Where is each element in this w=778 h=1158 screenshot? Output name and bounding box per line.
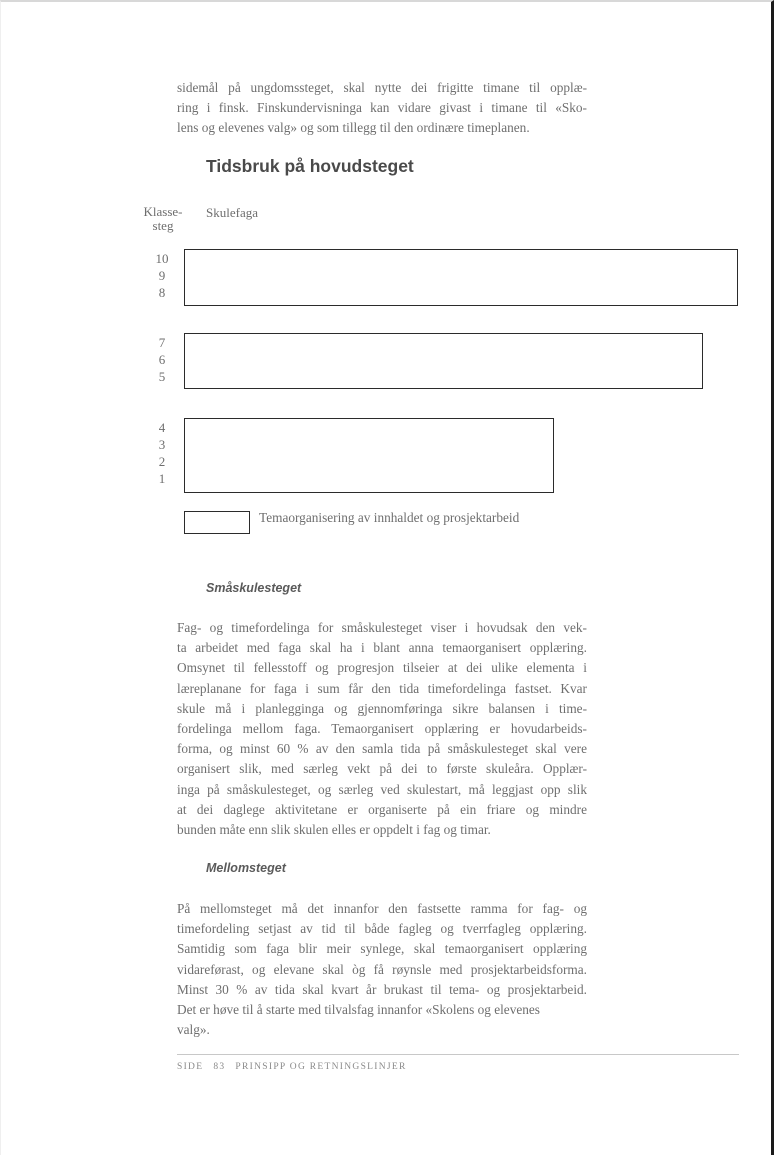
page-footer	[177, 1062, 417, 1072]
klassesteg-label-line: Klasse-	[143, 204, 183, 219]
grade-number: 1	[158, 471, 166, 486]
intro-paragraph	[177, 78, 587, 139]
bar-upper	[184, 249, 738, 306]
text-line: ta arbeidet med faga skal ha i blant anna temaorganisert opplæring.	[177, 640, 587, 656]
grade-number: 10	[155, 251, 169, 266]
grade-number: 9	[158, 268, 166, 283]
grade-group-upper	[150, 250, 174, 301]
subheading-smaskulesteget: Småskulesteget	[206, 581, 302, 595]
smaskulesteget-paragraph	[177, 618, 587, 840]
text-line: vidareførast, og elevane skal òg få røynsle med prosjektarbeidsforma.	[177, 961, 587, 977]
text-line: Omsynet til fellesstoff og progresjon tilseier at dei ulike elementa i	[177, 660, 587, 676]
text-line: ring i finsk. Finskundervisninga kan vidare givast i timane til «Sko-	[177, 100, 587, 116]
grade-number: 4	[158, 420, 166, 435]
klassesteg-label	[142, 205, 184, 233]
legend-label: Temaorganisering av innhaldet og prosjektarbeid	[259, 510, 520, 525]
page-number: 83	[213, 1062, 226, 1072]
section-heading: Tidsbruk på hovudsteget	[206, 156, 414, 176]
footer-rule	[177, 1054, 739, 1055]
text-line: bunden måte enn slik skulen elles er oppdelt i fag og timar.	[177, 822, 491, 838]
text-line: sidemål på ungdomssteget, skal nytte dei frigitte timane til opplæ-	[177, 80, 587, 95]
text-line: valg».	[177, 1022, 210, 1038]
text-line: læreplanane for faga i sum får den tida timefordelinga fastset. Kvar	[177, 680, 587, 696]
text-line: Fag- og timefordelinga for småskulesteget viser i hovudsak den vek-	[177, 620, 587, 635]
subheading-mellomsteget: Mellomsteget	[206, 861, 286, 875]
grade-group-lower	[150, 419, 174, 487]
text-line: Minst 30 % av tida skal kvart år brukast til tema- og prosjektarbeid.	[177, 981, 587, 997]
text-line: På mellomsteget må det innanfor den fastsette ramma for fag- og	[177, 901, 587, 916]
text-line: lens og elevenes valg» og som tillegg til den ordinære timeplanen.	[177, 120, 530, 136]
grade-number: 3	[158, 437, 166, 452]
grade-number: 7	[158, 335, 166, 350]
klassesteg-label-line: steg	[152, 218, 174, 233]
text-line: timefordeling setjast av tid til både fagleg og tverrfagleg opplæring.	[177, 921, 587, 937]
text-line: forma, og minst 60 % av den samla tida på småskulesteget skal vere	[177, 741, 587, 757]
footer-section-title: PRINSIPP OG RETNINGSLINJER	[235, 1062, 407, 1072]
grade-number: 5	[158, 369, 166, 384]
bar-lower	[184, 418, 554, 493]
text-line: skule må i planlegginga og gjennomføringa sikre balansen i time-	[177, 700, 587, 716]
text-line: organisert slik, med særleg vekt på dei to første skuleåra. Opplær-	[177, 761, 587, 777]
legend-swatch	[184, 511, 250, 534]
mellomsteget-paragraph	[177, 899, 587, 1040]
text-line: Det er høve til å starte med tilvalsfag innanfor «Skolens og elevenes	[177, 1002, 540, 1018]
grade-number: 8	[158, 285, 166, 300]
text-line: inga på småskulesteget, og særleg ved skulestart, må leggjast opp slik	[177, 781, 587, 797]
text-line: at dei daglege aktivitetane er organiserte på ein friare og mindre	[177, 801, 587, 817]
bar-middle	[184, 333, 703, 389]
grade-number: 6	[158, 352, 166, 367]
grade-group-middle	[150, 334, 174, 385]
text-line: fordelinga mellom faga. Temaorganisert opplæring er hovudarbeids-	[177, 721, 587, 737]
text-line: Samtidig som faga blir meir synlege, skal temaorganisert opplæring	[177, 941, 587, 957]
footer-side-label: SIDE	[177, 1062, 204, 1072]
skulefaga-label: Skulefaga	[206, 205, 258, 220]
grade-number: 2	[158, 454, 166, 469]
